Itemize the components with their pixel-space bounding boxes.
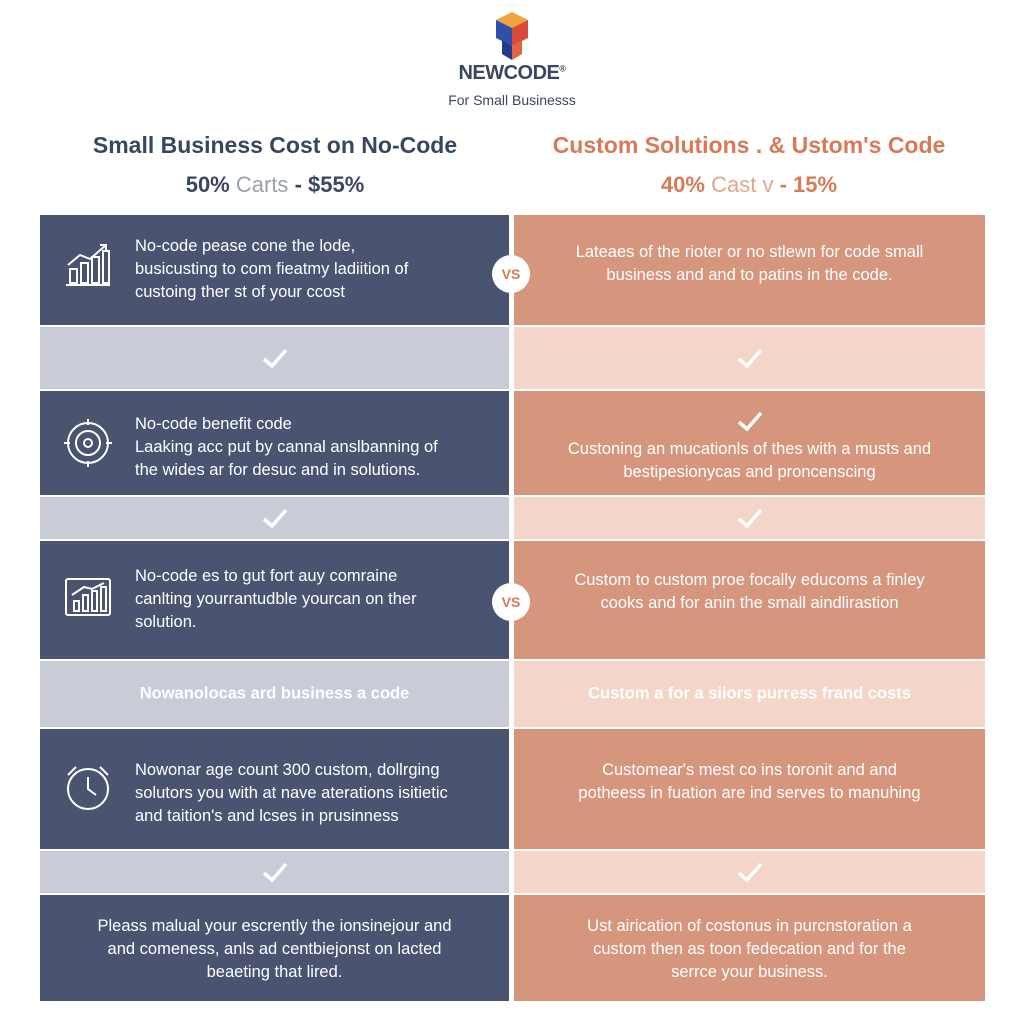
brand-tagline: For Small Businesss bbox=[448, 92, 576, 108]
comparison-grid bbox=[40, 215, 985, 1001]
vs-badge-1: VS bbox=[494, 257, 528, 291]
right-check-band-3 bbox=[514, 851, 985, 893]
chart-screen-icon bbox=[62, 571, 114, 623]
left-row-7-text: Nowonar age count 300 custom, dollrging solutors you with at nave aterations isitietic and taition's and lcses in prusinness bbox=[135, 761, 448, 825]
right-column-title: Custom Solutions . & Ustom's Code bbox=[552, 132, 946, 158]
right-check-band-1 bbox=[514, 327, 985, 389]
right-row-9 bbox=[514, 895, 985, 1001]
right-row-3-text: Custoning an mucationls of thes with a musts and bestipesionycas and proncenscing bbox=[567, 440, 932, 481]
clock-icon bbox=[62, 761, 114, 813]
right-row-1-text: Lateaes of the rioter or no stlewn for code small business and and to patins in the code. bbox=[575, 243, 924, 284]
right-column-stat: 40% Cast v - 15% bbox=[660, 172, 838, 197]
bar-chart-growth-icon bbox=[62, 239, 114, 291]
right-row-7 bbox=[514, 729, 985, 849]
newcode-logo-icon bbox=[490, 10, 534, 62]
left-row-7 bbox=[40, 729, 509, 849]
right-row-3 bbox=[514, 391, 985, 495]
left-row-3 bbox=[40, 391, 509, 495]
left-row-5-text: No-code es to gut fort auy comraine canlting yourrantudble yourcan on ther solution. bbox=[135, 567, 417, 631]
checkmark-icon bbox=[736, 507, 764, 529]
right-row-7-text: Customear's mest co ins toronit and and potheess in fuation are ind serves to manuhing bbox=[578, 761, 921, 802]
right-row-1 bbox=[514, 215, 985, 325]
checkmark-icon bbox=[736, 347, 764, 369]
right-row-9-text: Ust airication of costonus in purcnstoration a custom then as toon fedecation and for the serrce your business. bbox=[587, 917, 912, 981]
left-row-1 bbox=[40, 215, 509, 325]
left-column-title: Small Business Cost on No-Code bbox=[92, 132, 458, 158]
checkmark-icon bbox=[736, 861, 764, 883]
right-row-5-text: Custom to custom proe focally educoms a finley cooks and for anin the small aindlirastion bbox=[574, 571, 925, 612]
checkmark-icon bbox=[261, 861, 289, 883]
left-check-band-2 bbox=[40, 497, 509, 539]
right-row-5 bbox=[514, 541, 985, 659]
checkmark-icon bbox=[261, 507, 289, 529]
right-band-label: Custom a for a siiors purress frand costs bbox=[588, 684, 911, 703]
left-check-band-1 bbox=[40, 327, 509, 389]
left-row-3-text: No-code benefit code Laaking acc put by cannal anslbanning of the wides ar for desuc and in solutions. bbox=[135, 415, 438, 479]
target-gear-icon bbox=[62, 417, 114, 469]
left-row-9-text: Pleass malual your escrently the ionsinejour and and comeness, anls ad centbiejonst on lacted beaeting that lired. bbox=[97, 917, 452, 981]
brand-name: NEWCODE® bbox=[458, 62, 566, 84]
left-row-5 bbox=[40, 541, 509, 659]
checkmark-icon bbox=[736, 410, 764, 432]
left-band-label: Nowanolocas ard business a code bbox=[139, 684, 410, 703]
vs-badge-2: VS bbox=[494, 585, 528, 619]
left-check-band-3 bbox=[40, 851, 509, 893]
left-text-band bbox=[40, 661, 509, 727]
left-row-1-text: No-code pease cone the lode, busicusting to com fieatmy ladiition of custoing ther st of your ccost bbox=[135, 237, 409, 301]
right-text-band bbox=[514, 661, 985, 727]
right-check-band-2 bbox=[514, 497, 985, 539]
left-row-9 bbox=[40, 895, 509, 1001]
checkmark-icon bbox=[261, 347, 289, 369]
left-column-stat: 50% Carts - $55% bbox=[185, 172, 365, 197]
